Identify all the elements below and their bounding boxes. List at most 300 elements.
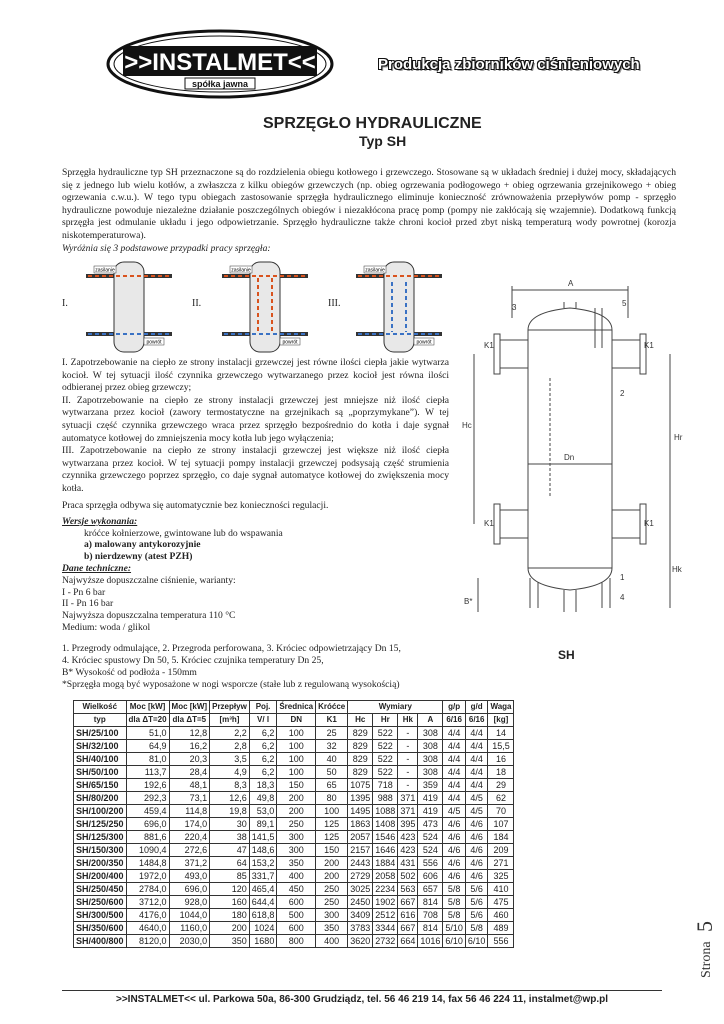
table-cell: 4/4 <box>443 792 466 805</box>
table-cell: 73,1 <box>169 792 210 805</box>
dim-dn: Dn <box>564 453 575 462</box>
table-cell: 5/8 <box>443 896 466 909</box>
table-cell: 2443 <box>348 857 373 870</box>
table-cell: 28,4 <box>169 766 210 779</box>
th-gp: g/p <box>443 701 466 714</box>
table-cell: 113,7 <box>126 766 169 779</box>
table-cell: 3783 <box>348 922 373 935</box>
table-cell: 5/8 <box>443 909 466 922</box>
dim-hk: Hk <box>672 565 682 574</box>
table-cell: 4/6 <box>465 844 488 857</box>
table-cell: 606 <box>418 870 443 883</box>
table-cell: 49,8 <box>249 792 277 805</box>
table-cell: 1863 <box>348 818 373 831</box>
table-cell: 708 <box>418 909 443 922</box>
th-gd: g/d <box>465 701 488 714</box>
table-cell: 371 <box>398 792 418 805</box>
table-cell: 489 <box>488 922 514 935</box>
table-row <box>74 909 514 922</box>
table-cell: 1075 <box>348 779 373 792</box>
table-cell-model: SH/125/300 <box>74 831 127 844</box>
table-cell: 350 <box>316 922 348 935</box>
table-cell: 32 <box>316 740 348 753</box>
label-k1-bottom-left: K1 <box>484 519 494 528</box>
table-cell: 148,6 <box>249 844 277 857</box>
table-cell: 563 <box>398 883 418 896</box>
table-cell-model: SH/65/150 <box>74 779 127 792</box>
table-cell: 1484,8 <box>126 857 169 870</box>
table-cell: 522 <box>373 740 398 753</box>
table-cell: 1972,0 <box>126 870 169 883</box>
table-cell: 53,0 <box>249 805 277 818</box>
table-cell: 4/6 <box>443 831 466 844</box>
table-cell: 2729 <box>348 870 373 883</box>
table-cell: 200 <box>277 792 316 805</box>
table-cell: 667 <box>398 922 418 935</box>
table-cell: 51,0 <box>126 727 169 740</box>
table-body <box>74 727 514 948</box>
table-cell: 100 <box>277 727 316 740</box>
notes-section <box>62 643 401 691</box>
table-cell: 465,4 <box>249 883 277 896</box>
table-cell: 5/6 <box>465 883 488 896</box>
table-cell: 3,5 <box>210 753 250 766</box>
case-description-2: II. Zapotrzebowanie na ciepło ze strony instalacji grzewczej jest mniejsze niż ilość ciepła wytwarzana przez kocioł (zawory termostatyczne na grzejnikach są „poprzymykane”). W tej sytuacji część czynnika grzewczego wraca przez sprzęgło bezpośrednio do kotła i daje sygnał automatyce kotłowej do zmniejszenia mocy kotła lub jego wyłączenia; <box>62 394 449 444</box>
th2-dt20: dla ΔT=20 <box>126 714 169 727</box>
table-cell: 300 <box>316 909 348 922</box>
table-cell: 1408 <box>373 818 398 831</box>
table-cell: 308 <box>418 753 443 766</box>
technical-heading: Dane techniczne: <box>62 563 132 574</box>
table-cell: 2,2 <box>210 727 250 740</box>
th2-hr: Hr <box>373 714 398 727</box>
table-cell: 500 <box>277 909 316 922</box>
table-cell: 1646 <box>373 844 398 857</box>
label-k1-top-right: K1 <box>644 341 654 350</box>
table-cell: 250 <box>277 818 316 831</box>
table-cell: 644,4 <box>249 896 277 909</box>
table-cell: 4/4 <box>465 779 488 792</box>
table-cell: 718 <box>373 779 398 792</box>
table-cell: 459,4 <box>126 805 169 818</box>
table-cell: 1546 <box>373 831 398 844</box>
table-cell: 81,0 <box>126 753 169 766</box>
case-descriptions <box>62 357 449 496</box>
th2-gp: 6/16 <box>443 714 466 727</box>
note-line-2: 4. Króciec spustowy Dn 50, 5. Króciec czujnika temperatury Dn 25, <box>62 655 324 666</box>
table-cell: 12,6 <box>210 792 250 805</box>
table-cell-model: SH/125/250 <box>74 818 127 831</box>
table-cell-model: SH/25/100 <box>74 727 127 740</box>
table-cell: 371,2 <box>169 857 210 870</box>
table-cell: 125 <box>316 831 348 844</box>
table-cell: 4/6 <box>465 831 488 844</box>
tagline: Produkcja zbiorników ciśnieniowych <box>378 56 640 73</box>
table-cell: 15,5 <box>488 740 514 753</box>
table-cell: 829 <box>348 740 373 753</box>
table-cell: 150 <box>277 779 316 792</box>
technical-section <box>62 563 236 634</box>
table-cell: 423 <box>398 831 418 844</box>
table-cell: 5/10 <box>443 922 466 935</box>
table-cell-model: SH/50/100 <box>74 766 127 779</box>
company-logo <box>105 28 335 100</box>
th-model: Wielkość <box>74 701 127 714</box>
table-cell: 6/10 <box>465 935 488 948</box>
table-cell: 450 <box>277 883 316 896</box>
table-cell: 29 <box>488 779 514 792</box>
auto-operation-note: Praca sprzęgła odbywa się automatycznie bez konieczności regulacji. <box>62 500 329 511</box>
versions-section <box>62 516 283 562</box>
table-cell-model: SH/200/350 <box>74 857 127 870</box>
intro-section <box>62 167 676 255</box>
page-number-value: 5 <box>692 921 717 932</box>
table-cell: 50 <box>316 766 348 779</box>
table-cell: 3712,0 <box>126 896 169 909</box>
table-cell: 300 <box>277 831 316 844</box>
page-number <box>686 900 720 980</box>
th2-vol-unit: V/ l <box>249 714 277 727</box>
table-cell: 1160,0 <box>169 922 210 935</box>
table-cell: 502 <box>398 870 418 883</box>
table-row <box>74 818 514 831</box>
table-cell: 331,7 <box>249 870 277 883</box>
label-k1-bottom-right: K1 <box>644 519 654 528</box>
case-label-3: III. <box>328 298 341 309</box>
table-cell: 6,2 <box>249 727 277 740</box>
table-cell: 522 <box>373 753 398 766</box>
th-flow: Przepływ <box>210 701 250 714</box>
table-cell: 616 <box>398 909 418 922</box>
table-cell: 38 <box>210 831 250 844</box>
table-cell: 4640,0 <box>126 922 169 935</box>
table-cell: 100 <box>277 753 316 766</box>
table-header-row-2 <box>74 714 514 727</box>
table-cell: 6,2 <box>249 766 277 779</box>
table-cell: 4/4 <box>443 740 466 753</box>
table-cell: 18 <box>488 766 514 779</box>
table-row <box>74 766 514 779</box>
label-3: 3 <box>512 303 517 312</box>
drawing-title: SH <box>558 648 575 662</box>
table-cell: 184 <box>488 831 514 844</box>
table-cell: 16,2 <box>169 740 210 753</box>
operating-cases <box>62 252 462 360</box>
table-cell: 308 <box>418 727 443 740</box>
table-cell: 829 <box>348 727 373 740</box>
table-cell: 493,0 <box>169 870 210 883</box>
technical-line-2: I - Pn 6 bar <box>62 586 106 598</box>
note-line-1: 1. Przegrody odmulające, 2. Przegroda perforowana, 3. Króciec odpowietrzający Dn 15, <box>62 643 401 654</box>
table-cell: 600 <box>277 922 316 935</box>
table-cell: 70 <box>488 805 514 818</box>
table-cell: 3344 <box>373 922 398 935</box>
table-cell: 174,0 <box>169 818 210 831</box>
table-cell: 2784,0 <box>126 883 169 896</box>
table-cell: 4/6 <box>443 870 466 883</box>
table-row <box>74 870 514 883</box>
table-cell: 4/6 <box>443 857 466 870</box>
case1-tag-return: powrót <box>146 339 162 346</box>
table-cell: 4/6 <box>465 818 488 831</box>
th-diameter: Średnica <box>277 701 316 714</box>
case-diagram-1 <box>74 252 186 360</box>
table-cell-model: SH/400/800 <box>74 935 127 948</box>
table-cell: 3025 <box>348 883 373 896</box>
table-cell: 200 <box>316 857 348 870</box>
table-cell: 30 <box>210 818 250 831</box>
table-cell: 19,8 <box>210 805 250 818</box>
table-cell: 4/4 <box>443 779 466 792</box>
table-cell: 25 <box>316 727 348 740</box>
table-row <box>74 753 514 766</box>
table-cell: 524 <box>418 831 443 844</box>
table-cell: 150 <box>316 844 348 857</box>
table-cell: 419 <box>418 805 443 818</box>
table-row <box>74 922 514 935</box>
table-cell: 419 <box>418 792 443 805</box>
table-cell: 475 <box>488 896 514 909</box>
table-cell: 667 <box>398 896 418 909</box>
table-cell: - <box>398 753 418 766</box>
table-cell: 8120,0 <box>126 935 169 948</box>
table-cell: 4/6 <box>465 870 488 883</box>
case1-tag-supply: zasilanie <box>95 267 115 274</box>
table-cell: 89,1 <box>249 818 277 831</box>
table-cell: 1495 <box>348 805 373 818</box>
table-row <box>74 935 514 948</box>
table-cell: 5/8 <box>465 922 488 935</box>
table-cell-model: SH/250/600 <box>74 896 127 909</box>
th-volume: Poj. <box>249 701 277 714</box>
table-cell: 4/6 <box>465 857 488 870</box>
table-row <box>74 727 514 740</box>
table-cell: 153,2 <box>249 857 277 870</box>
table-cell: 473 <box>418 818 443 831</box>
intro-paragraph: Sprzęgła hydrauliczne typ SH przeznaczone są do rozdzielenia obiegu kotłowego i grzewczego. Stosowane są w układach średniej i dużej mocy, składających się z jednego lub wielu kotłów, a zwłaszcza z kilku obiegów grzewczych (np. obieg ogrzewania podłogowego + obieg ogrzewania grzejnikowego + obieg ogrzewania c.w.u.). W tego typu obiegach zastosowanie sprzęgła hydraulicznego eliminuje konieczność zrównoważenia przepływów pomp - sprzęgło hydrauliczne powoduje niezależne działanie poszczególnych obiegów i niezakłócona pracę pomp (pompy nie zakłócają się wzajemnie). Dodatkową funkcją sprzęgła jest odmulanie układu i jego odpowietrzanie. Sprzęgło hydrauliczne także chroni kocioł przed zbyt niską temperaturą wody powrotnej (korozja niskotemperaturowa). <box>62 167 676 241</box>
technical-line-5: Medium: woda / glikol <box>62 621 151 633</box>
table-cell: 308 <box>418 740 443 753</box>
table-cell: 308 <box>418 766 443 779</box>
table-cell: 2450 <box>348 896 373 909</box>
table-cell: 1902 <box>373 896 398 909</box>
table-cell: 85 <box>210 870 250 883</box>
table-cell: 2057 <box>348 831 373 844</box>
table-cell: 16 <box>488 753 514 766</box>
case-label-2: II. <box>192 298 202 309</box>
table-row <box>74 857 514 870</box>
table-cell: 4/5 <box>465 805 488 818</box>
technical-line-4: Najwyższa dopuszczalna temperatura 110 °C <box>62 610 236 622</box>
table-cell: 1016 <box>418 935 443 948</box>
th-nozzles: Króćce <box>316 701 348 714</box>
table-cell: 371 <box>398 805 418 818</box>
table-cell-model: SH/200/400 <box>74 870 127 883</box>
table-cell: 657 <box>418 883 443 896</box>
table-cell: 696,0 <box>169 883 210 896</box>
table-cell: 400 <box>316 935 348 948</box>
table-cell: 192,6 <box>126 779 169 792</box>
technical-drawing <box>460 278 690 618</box>
table-row <box>74 844 514 857</box>
table-cell: 325 <box>488 870 514 883</box>
case2-tag-return: powrót <box>282 339 298 346</box>
table-cell: 125 <box>316 818 348 831</box>
note-line-4: *Sprzęgła mogą być wyposażone w nogi wsporcze (stałe lub z regulowaną wysokością) <box>62 679 400 690</box>
table-cell: 100 <box>277 766 316 779</box>
versions-line-1: króćce kołnierzowe, gwintowane lub do wspawania <box>84 527 283 539</box>
table-cell: 180 <box>210 909 250 922</box>
table-row <box>74 792 514 805</box>
table-cell: 359 <box>418 779 443 792</box>
table-cell: 696,0 <box>126 818 169 831</box>
table-cell-model: SH/40/100 <box>74 753 127 766</box>
table-cell: 460 <box>488 909 514 922</box>
table-cell: 5/6 <box>465 909 488 922</box>
table-cell: 829 <box>348 753 373 766</box>
table-cell: 350 <box>277 857 316 870</box>
table-cell: 209 <box>488 844 514 857</box>
table-cell: - <box>398 740 418 753</box>
table-cell-model: SH/32/100 <box>74 740 127 753</box>
table-cell: 200 <box>210 922 250 935</box>
table-cell: 2732 <box>373 935 398 948</box>
table-cell: 114,8 <box>169 805 210 818</box>
table-cell: 292,3 <box>126 792 169 805</box>
th-weight: Waga <box>488 701 514 714</box>
table-row <box>74 740 514 753</box>
table-cell: 881,6 <box>126 831 169 844</box>
logo-text: >>INSTALMET<< <box>124 49 316 76</box>
versions-line-3: b) nierdzewny (atest PZH) <box>84 550 193 562</box>
table-cell: 300 <box>277 844 316 857</box>
th2-type: typ <box>74 714 127 727</box>
table-cell: 107 <box>488 818 514 831</box>
table-cell: 988 <box>373 792 398 805</box>
case-description-3: III. Zapotrzebowanie na ciepło ze strony instalacji grzewczej jest większe niż ilość ciepła wytwarzana przez kocioł. W tej sytuacji pompy instalacji grzewczej podsysają część strumienia czynnika grzewczego poprzez sprzęgło, co daje sygnał automatyce kotłowej do zwiększenia mocy kotła. <box>62 445 449 494</box>
table-cell: - <box>398 779 418 792</box>
table-cell: 40 <box>316 753 348 766</box>
table-row <box>74 779 514 792</box>
versions-line-2: a) malowany antykorozyjnie <box>84 539 201 551</box>
table-cell: 271 <box>488 857 514 870</box>
table-cell: 814 <box>418 922 443 935</box>
table-cell: 4/4 <box>465 766 488 779</box>
table-cell: 4/4 <box>465 740 488 753</box>
spec-table <box>73 700 514 948</box>
table-cell: 200 <box>277 805 316 818</box>
table-cell: 600 <box>277 896 316 909</box>
footer-contact: >>INSTALMET<< ul. Parkowa 50a, 86-300 Grudziądz, tel. 56 46 219 14, fax 56 46 224 11, instalmet@wp.pl <box>115 994 609 1005</box>
table-cell: 4/4 <box>443 753 466 766</box>
table-cell: 64,9 <box>126 740 169 753</box>
logo-subtitle: spółka jawna <box>191 79 249 89</box>
table-cell: 4/4 <box>465 727 488 740</box>
table-cell: 4,9 <box>210 766 250 779</box>
th-power-20: Moc [kW] <box>126 701 169 714</box>
table-cell: 1884 <box>373 857 398 870</box>
table-cell: 47 <box>210 844 250 857</box>
table-cell: 2058 <box>373 870 398 883</box>
table-cell: 800 <box>277 935 316 948</box>
table-cell: 20,3 <box>169 753 210 766</box>
table-cell: 1088 <box>373 805 398 818</box>
table-cell: 431 <box>398 857 418 870</box>
table-cell: 522 <box>373 766 398 779</box>
table-cell: - <box>398 727 418 740</box>
table-cell-model: SH/300/500 <box>74 909 127 922</box>
versions-heading: Wersje wykonania: <box>62 516 138 527</box>
table-cell: 5/6 <box>465 896 488 909</box>
dim-hc: Hc <box>462 421 472 430</box>
table-cell: 829 <box>348 766 373 779</box>
table-cell: 4/4 <box>443 727 466 740</box>
th2-gd: 6/16 <box>465 714 488 727</box>
th2-hk: Hk <box>398 714 418 727</box>
table-cell: 2234 <box>373 883 398 896</box>
table-cell: 3620 <box>348 935 373 948</box>
table-cell: 4176,0 <box>126 909 169 922</box>
table-cell: 6,2 <box>249 740 277 753</box>
table-cell: - <box>398 766 418 779</box>
table-cell: 4/5 <box>465 792 488 805</box>
table-cell: 65 <box>316 779 348 792</box>
table-cell: 14 <box>488 727 514 740</box>
table-cell: 272,6 <box>169 844 210 857</box>
table-cell: 6/10 <box>443 935 466 948</box>
table-cell-model: SH/100/200 <box>74 805 127 818</box>
table-cell: 12,8 <box>169 727 210 740</box>
th2-dn: DN <box>277 714 316 727</box>
dim-a: A <box>568 279 574 288</box>
table-cell: 4/4 <box>465 753 488 766</box>
note-line-3: B* Wysokość od podłoża - 150mm <box>62 667 197 678</box>
title-sub: Typ SH <box>359 133 407 149</box>
table-cell: 141,5 <box>249 831 277 844</box>
th-power-5: Moc [kW] <box>169 701 210 714</box>
table-cell: 524 <box>418 844 443 857</box>
dim-hr: Hr <box>674 433 683 442</box>
table-cell: 5/8 <box>443 883 466 896</box>
table-cell: 4/6 <box>443 818 466 831</box>
table-cell: 410 <box>488 883 514 896</box>
table-cell-model: SH/250/450 <box>74 883 127 896</box>
case-label-1: I. <box>62 298 68 309</box>
table-cell: 1090,4 <box>126 844 169 857</box>
label-1: 1 <box>620 573 625 582</box>
table-cell: 80 <box>316 792 348 805</box>
th2-a: A <box>418 714 443 727</box>
th2-hc: Hc <box>348 714 373 727</box>
table-cell: 160 <box>210 896 250 909</box>
th2-dt5: dla ΔT=5 <box>169 714 210 727</box>
case2-tag-supply: zasilanie <box>231 267 251 274</box>
case3-tag-supply: zasilanie <box>365 267 385 274</box>
table-row <box>74 896 514 909</box>
table-cell: 64 <box>210 857 250 870</box>
table-cell: 618,8 <box>249 909 277 922</box>
table-cell: 664 <box>398 935 418 948</box>
th2-kg: [kg] <box>488 714 514 727</box>
table-cell: 350 <box>210 935 250 948</box>
table-cell-model: SH/150/300 <box>74 844 127 857</box>
label-2: 2 <box>620 389 625 398</box>
table-cell: 1680 <box>249 935 277 948</box>
cases-intro: Wyróżnia się 3 podstawowe przypadki pracy sprzęgła: <box>62 242 271 254</box>
table-cell: 120 <box>210 883 250 896</box>
table-cell: 814 <box>418 896 443 909</box>
table-cell: 395 <box>398 818 418 831</box>
